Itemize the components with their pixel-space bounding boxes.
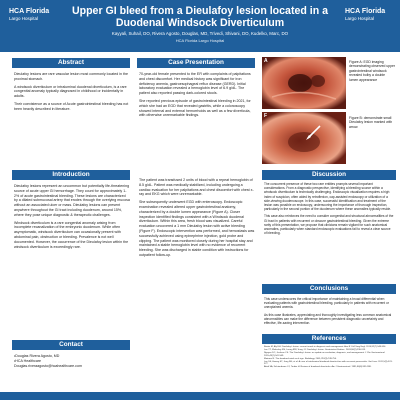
discussion-body — [264, 182, 394, 238]
contact-name: •Douglas Rivera Agosto, MD — [14, 354, 60, 358]
references-heading: References — [262, 334, 396, 344]
reference-item: Baxter M, Aly EH. Dieulafoy's lesion: current trends in diagnosis and management. Ann R Coll Surg Engl. 2010;92(7):548-554. — [264, 346, 387, 348]
conclusions-paragraph: As this case illustrates, appreciating and thoroughly investigating less common anatomical abnormalities can make the difference between persistent diagnostic uncertainty and effective, life-saving intervention. — [264, 312, 392, 326]
introduction-paragraph: Windsock diverticulum is a rare congenital anomaly arising from incomplete recanalization of the embryonic duodenum. While often asymptomatic, windsock diverticulum can occasionally present with abdominal pain, obstruction or bleeding. Prevalence is not well documented. However, the occurrence of the Dieulafoy lesion within the windsock diverticulum is exceedingly rare. — [14, 220, 129, 249]
endoscopy-figure-a — [262, 57, 346, 109]
conclusions-body — [264, 297, 394, 328]
abstract-paragraph: A windsock diverticulum or intraluminal duodenal diverticulum, is a rare congenital anomaly typically diagnosed in childhood or incidentally in adults. — [14, 84, 127, 99]
logo-main-text: HCA Florida — [345, 8, 386, 15]
case-continued-body — [139, 178, 255, 261]
title-line-1: Upper GI bleed from a Dieulafoy lesion located in a — [71, 5, 329, 17]
case-paragraph: She reported previous episode of gastrointestinal bleeding in 2021, for which she had an EGD that revealed gastritis, while a colonoscopy showed internal and external hemorrhoids as well as a few diverticula, with otherwise unremarkable findings. — [139, 98, 251, 118]
reference-item: Lee SS, Hwang ST, Jang NG, et al. A case of intraluminal duodenal diverticulum with recurrent pancreatitis. Gut Liver. 2011;5(3):374-377. — [264, 360, 393, 366]
endoscopy-figure-b — [262, 112, 346, 164]
discussion-paragraph: This case also reinforces the need to consider congenital and structural abnormalities of the GI tract in patients with recurrent or obscure gastrointestinal bleeding. Given the extreme rarity of this presentation, we propose that clinicians remain vigilant for such anatomical anomalies, particularly when standard endoscopic evaluations fail to reveal a clear source of bleeding. — [264, 214, 394, 236]
hospital-logo-right — [345, 8, 395, 38]
poster-header — [0, 0, 400, 52]
abstract-body — [14, 72, 130, 115]
abstract-heading: Abstract — [12, 58, 130, 68]
hospital-logo-left — [9, 8, 59, 38]
contact-org: •HCA Healthcare — [14, 359, 42, 363]
figure-a-caption: Figure A: EGD imaging demonstrating observed upper gastrointestinal windsock revealed bolby a double lumen appearance — [349, 60, 395, 82]
references-list — [264, 346, 394, 369]
footer-bar — [0, 392, 400, 400]
conclusions-heading: Conclusions — [262, 284, 396, 294]
case-paragraph: She subsequently underwent EGD with enteroscopy. Endoscopic examination revealed altered upper gastrointestinal anatomy, characterized by a double lumen appearance (Figure A). Closer inspection identified findings consistent with a Windsock duodenal diverticulum. Within this area, fresh blood was visualized. Careful evaluation uncovered a 1 mm Dieulafoy lesion with active bleeding (Figure F). Endoscopic intervention was performed, and hemostasis was successfully achieved using epinephrine injection, gold probe and clipping. The patient was monitored closely during her hospital stay and maintained a stable hemoglobin level with no evidence of recurrent bleeding. She was discharged in stable condition with instructions for outpatient follow-up. — [139, 200, 255, 257]
contact-heading: Contact — [12, 340, 130, 350]
figure-b-label: F — [264, 113, 268, 119]
title-line-2: Duodenal Windsock Diverticulum — [115, 17, 285, 29]
reference-item: Nguyen DC, Jackson CS. The Dieulafoy's lesion: an update on evaluation, diagnosis, and management. J Clin Gastroenterol. 2015;49(7):541-549. — [264, 351, 386, 357]
abstract-paragraph: Dieulafoy lesions are rare vascular lesion most commonly located in the proximal stomach. — [14, 72, 129, 81]
affiliation: HCA Florida Largo Hospital — [175, 38, 225, 43]
poster-title — [60, 5, 340, 29]
case-presentation-heading: Case Presentation — [137, 58, 255, 68]
contact-email[interactable]: Douglas.riveraagosto@hcahealthcare.com — [14, 364, 82, 368]
contact-block — [14, 354, 114, 369]
introduction-paragraph: Dieulafoy lesions represent an uncommon but potentially life-threatening source of acute upper GI hemorrhage. They count for approximately 1-2% of acute gastrointestinal bleeding. These lesions are characterized by a dilated submucosal artery that erodes through the overlying mucosa without an associated ulcer or mass. Dieulafoy lesions can present anywhere throughout the GI tract including duodenum, around 15%, where they pose unique diagnostic & therapeutic challenges. — [14, 184, 130, 217]
discussion-heading: Discussion — [262, 170, 396, 180]
case-paragraph: 70-year-old female presented to the ER with complaints of palpitations and chest discomfort. Her medical history was significant for iron deficiency anemia, gastroesophageal reflux disease (GERD). Initial laboratory evaluation revealed a hemoglobin level of 6.9 g/dL. The patient also reported passing dark-colored stools. — [139, 72, 251, 96]
discussion-paragraph: The concurrent presence of these two rare entities prompts several important considerations. From a diagnostic perspective, identifying a bleeding source within a windsock diverticulum is technically challenging. Endoscopic visualization requires a high index of suspicion, often aided by retroflexion, cap-assisted endoscopy or utilization of a side-viewing duodenoscope. In this case, successful identification and treatment of the lesion was possible on endoscopy, underscoring the importance of thorough inspection, particularly in the second portion of the duodenum where these anomalies typically reside. — [264, 182, 392, 212]
figure-a-label: A — [264, 58, 268, 64]
reference-item: Lee YT, Walmsley RS, Leong RW, Sung JJ. Dieulafoy's lesion. Gastrointest Endosc. 2003;58(2):236-243. — [264, 348, 366, 351]
introduction-body — [14, 184, 130, 252]
introduction-heading: Introduction — [12, 170, 130, 180]
reference-item: Afridi SA, Fichtenbaum CJ, Taubin H. Review of duodenal diverticula. Am J Gastroenterol. 1991;86(8):935-938. — [264, 366, 372, 369]
abstract-paragraph: Their coexistence as a source of Acute gastrointestinal bleeding has not been heavily described in literature. — [14, 101, 129, 111]
logo-sub-text: Largo Hospital — [9, 16, 39, 21]
logo-sub-text: Largo Hospital — [345, 16, 375, 21]
conclusions-paragraph: This case underscores the critical importance of maintaining a broad differential when evaluating patients with gastrointestinal bleeding, particularly in patients with recurrent or unexplained anemia. — [264, 297, 389, 310]
logo-main-text: HCA Florida — [9, 8, 50, 15]
figure-b-caption: Figure B: demonstrate small Dieulafoy lesion marked with arrow. — [349, 116, 393, 129]
case-presentation-body — [139, 72, 255, 121]
reference-item: Materne R. The duodenal wind sock sign. Radiology. 2001;218(3):749-750. — [264, 357, 337, 360]
case-paragraph: The patient was transfused 2 units of blood with a repeat hemoglobin of 8.5 g/dL. Patient was medically stabilized, including undergoing a cardiac evaluation for her palpitations and chest discomfort with chest x-ray and EKG which were unremarkable. — [139, 178, 254, 197]
author-list: Kayyali, Suhail, DO, Rivera Agosto, Douglas, MD, Trivedi, Shivani, DO, Kudelko, Marc, DO — [111, 31, 289, 36]
